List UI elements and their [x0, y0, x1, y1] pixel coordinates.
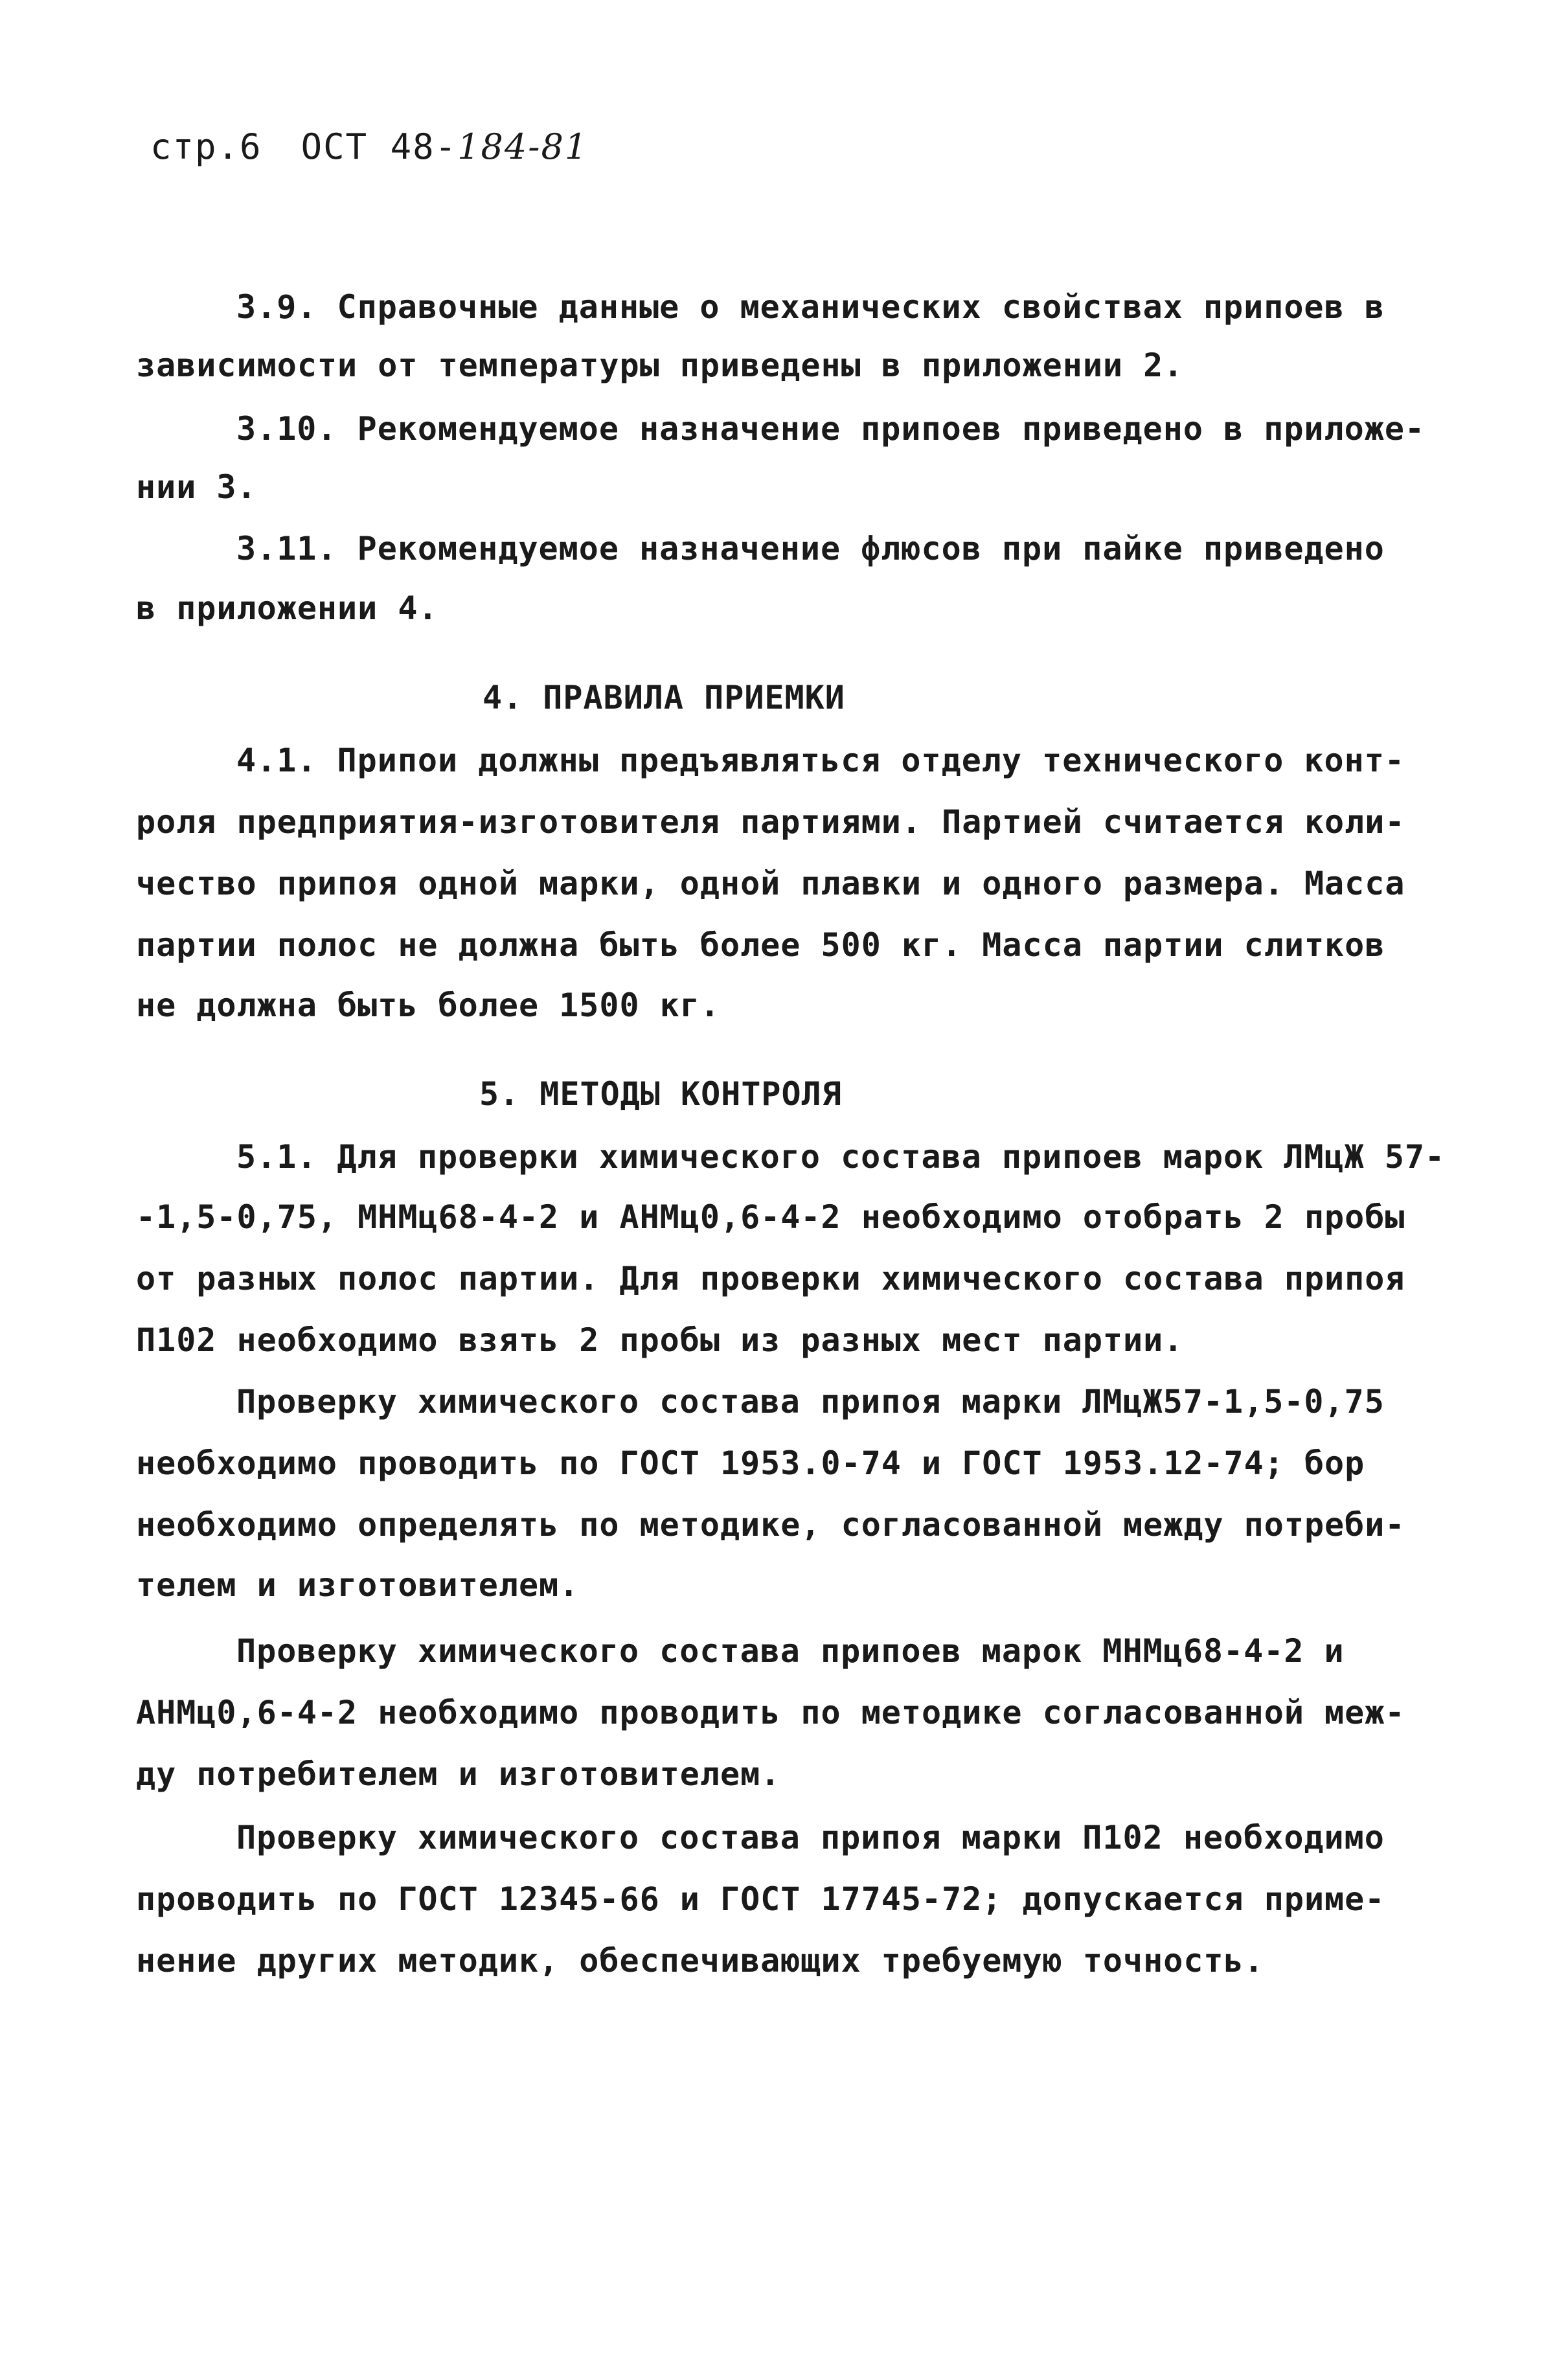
- paragraph-line: -1,5-0,75, МНМц68-4-2 и АНМц0,6-4-2 необходимо отобрать 2 пробы: [136, 1198, 1405, 1236]
- paragraph-line: Проверку химического состава припоя марки ЛМцЖ57-1,5-0,75: [236, 1383, 1385, 1420]
- paragraph-line: не должна быть более 1500 кг.: [136, 986, 720, 1024]
- doc-code-handwritten: 184-81: [457, 126, 589, 167]
- page-header: [150, 126, 588, 167]
- paragraph-line: ду потребителем и изготовителем.: [136, 1755, 781, 1793]
- paragraph-line: чество припоя одной марки, одной плавки и одного размера. Масса: [136, 865, 1405, 902]
- paragraph-line: необходимо определять по методике, согласованной между потреби-: [136, 1506, 1405, 1544]
- paragraph-line: проводить по ГОСТ 12345-66 и ГОСТ 17745-72; допускается приме-: [136, 1880, 1385, 1918]
- paragraph-line: Проверку химического состава припоя марки П102 необходимо: [236, 1819, 1385, 1856]
- page-number: стр.6: [150, 126, 262, 167]
- paragraph-line: 5.1. Для проверки химического состава припоев марок ЛМцЖ 57-: [236, 1138, 1446, 1176]
- paragraph-line: телем и изготовителем.: [136, 1566, 580, 1604]
- paragraph-line: П102 необходимо взять 2 пробы из разных мест партии.: [136, 1321, 1184, 1359]
- paragraph-line: 3.10. Рекомендуемое назначение припоев приведено в приложе-: [236, 410, 1426, 448]
- paragraph-line: Проверку химического состава припоев марок МНМц68-4-2 и: [236, 1632, 1345, 1670]
- paragraph-line: 4.1. Припои должны предъявляться отделу технического конт-: [236, 742, 1405, 779]
- paragraph-line: нение других методик, обеспечивающих требуемую точность.: [136, 1942, 1264, 1979]
- paragraph-line: АНМц0,6-4-2 необходимо проводить по методике согласованной меж-: [136, 1694, 1405, 1731]
- paragraph-line: роля предприятия-изготовителя партиями. Партией считается коли-: [136, 803, 1405, 841]
- paragraph-line: нии 3.: [136, 468, 257, 506]
- section-heading: 4. ПРАВИЛА ПРИЕМКИ: [483, 679, 845, 716]
- paragraph-line: 3.9. Справочные данные о механических свойствах припоев в: [236, 288, 1385, 326]
- paragraph-line: зависимости от температуры приведены в приложении 2.: [136, 347, 1184, 384]
- paragraph-line: от разных полос партии. Для проверки химического состава припоя: [136, 1260, 1405, 1297]
- paragraph-line: в приложении 4.: [136, 589, 438, 627]
- paragraph-line: партии полос не должна быть более 500 кг. Масса партии слитков: [136, 926, 1385, 964]
- paragraph-line: необходимо проводить по ГОСТ 1953.0-74 и ГОСТ 1953.12-74; бор: [136, 1444, 1365, 1482]
- paragraph-line: 3.11. Рекомендуемое назначение флюсов при пайке приведено: [236, 530, 1385, 567]
- section-heading: 5. МЕТОДЫ КОНТРОЛЯ: [479, 1075, 842, 1113]
- doc-code: ОСТ 48-: [301, 126, 458, 167]
